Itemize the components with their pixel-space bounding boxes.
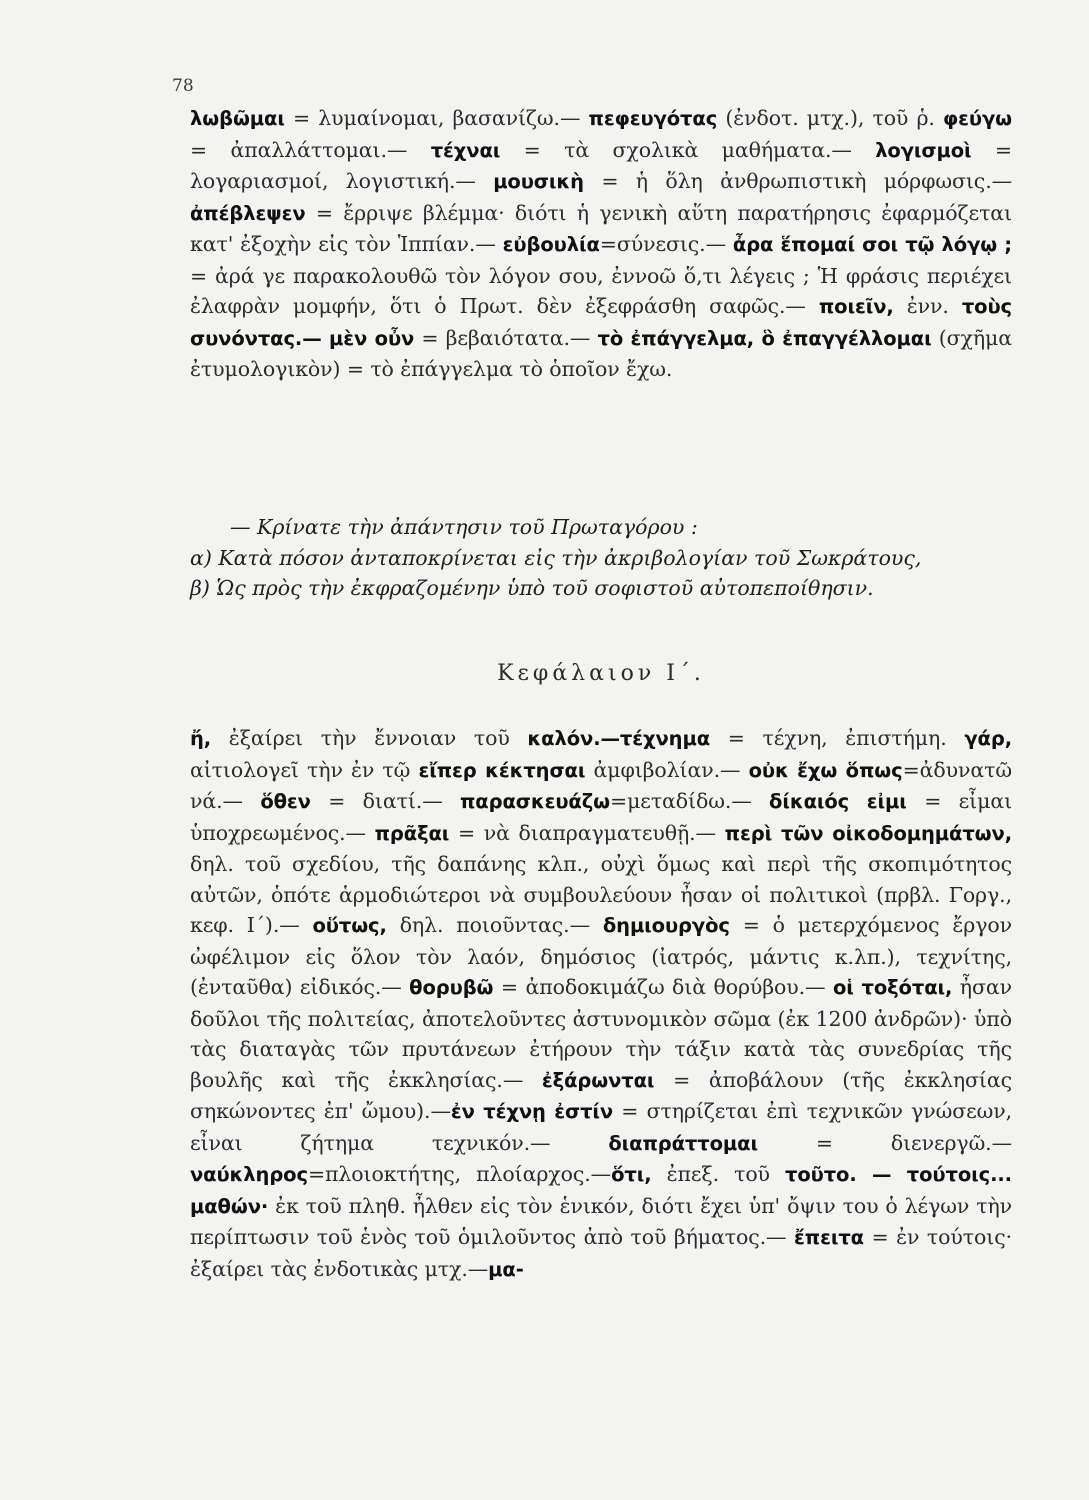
glossary-term: ὅτι, [611, 1163, 652, 1186]
glossary-definition: ἦσαν δοῦλοι τῆς πολιτείας, ἀποτελοῦντες ἀστυνομικὸν σῶμα (ἐκ 1200 ἀνδρῶν)· ὑπὸ τὰς διαταγὰς τῶν πρυτάνεων ἐτήρουν τὴν τάξιν κατὰ τὰς συνεδρίας τῆς βουλῆς καὶ τῆς ἐκκλησίας.— [190, 975, 1012, 1092]
glossary-term: φεύγω [942, 107, 1012, 130]
glossary-definition: = διατί.— [310, 789, 460, 813]
question-b: β) Ὡς πρὸς τὴν ἐκφραζομένην ὑπὸ τοῦ σοφιστοῦ αὐτοπεποίθησιν. [190, 576, 874, 600]
glossary-definition: = ἀποβάλουν (τῆς ἐκκλησίας σηκώνοντες ἐπ' ὤμου).— [190, 1067, 1012, 1123]
glossary-definition: = λογαριασμοί, λογιστική.— [190, 137, 1013, 193]
glossary-definition: αἰτιολογεῖ τὴν ἐν τῷ [190, 757, 419, 782]
glossary-term: καλόν.—τέχνημα [527, 727, 710, 750]
glossary-term: παρασκευάζω [459, 790, 610, 813]
glossary-definition: = εἶμαι ὑποχρεωμένος.— [190, 789, 1013, 845]
glossary-term: ἐν τέχνῃ ἐστίν [450, 1100, 614, 1123]
glossary-definition: = ἐν τούτοις· ἐξαίρει τὰς ἐνδοτικὰς μτχ.— [190, 1225, 1012, 1281]
glossary-definition: = ἔρριψε βλέμμα· διότι ἡ γενικὴ αὕτη παρατήρησις ἐφαρμόζεται κατ' ἐξοχὴν εἰς τὸν Ἱππίαν.— [190, 200, 1012, 256]
glossary-term: εἴπερ κέκτησαι [418, 758, 586, 782]
glossary-term: γάρ, [964, 727, 1013, 750]
glossary-term: μα- [488, 1257, 524, 1281]
chapter-heading: Κεφάλαιον Ι΄. [497, 661, 705, 686]
glossary-term: ἆρα ἕπομαί σοι τῷ λόγῳ ; [732, 233, 1012, 256]
glossary-term: πεφευγότας [588, 107, 718, 130]
glossary-term: τοῦτο. — τούτοις... μαθών· [190, 1163, 1012, 1218]
glossary-definition: δηλ. ποιοῦντας.— [386, 913, 603, 937]
glossary-term: οὐκ ἔχω ὅπως [748, 758, 903, 782]
glossary-term: μουσικὴ [493, 170, 584, 193]
glossary-term: διαπράττομαι [608, 1131, 758, 1155]
glossary-definition: (σχῆμα ἐτυμολογικὸν) = τὸ ἐπάγγελμα τὸ ὁποῖον ἔχω. [190, 325, 1012, 381]
glossary-term: ἐξάρωνται [541, 1068, 655, 1092]
glossary-term: ποιεῖν, [818, 295, 894, 318]
glossary-definition: = στηρίζεται ἐπὶ τεχνικῶν γνώσεων, εἶναι ζήτημα τεχνικόν.— [190, 1099, 1012, 1155]
glossary-paragraph-2 [190, 723, 1012, 1285]
glossary-term: ἤ, [190, 727, 212, 750]
glossary-definition: ἐκ τοῦ πληθ. ἦλθεν εἰς τὸν ἑνικόν, διότι ἔχει ὑπ' ὄψιν του ὁ λέγων τὴν περίπτωσιν τοῦ ἑνὸς τοῦ ὁμιλοῦντος ἀπὸ τοῦ βήματος.— [190, 1193, 1012, 1249]
glossary-paragraph-1 [190, 103, 1012, 385]
glossary-term: εὐβουλία [502, 233, 600, 256]
glossary-definition: =ἀδυνατῶ νά.— [190, 757, 1012, 813]
glossary-term: ἀπέβλεψεν [190, 201, 306, 225]
glossary-definition: = ὁ μετερχόμενος ἔργον ὠφέλιμον εἰς ὅλον τὸν λαόν, δημόσιος (ἰατρός, μάντις κ.λπ.), τεχνίτης, (ἐνταῦθα) εἰδικός.— [190, 913, 1012, 999]
glossary-definition: = διενεργῶ.— [757, 1130, 1012, 1155]
glossary-definition: = τέχνη, ἐπιστήμη. [710, 726, 965, 750]
exercise-questions [190, 512, 1012, 604]
glossary-definition: (ἐνδοτ. μτχ.), τοῦ ῥ. [717, 106, 943, 130]
glossary-definition: ἀμφιβολίαν.— [585, 757, 749, 782]
glossary-definition: δηλ. τοῦ σχεδίου, τῆς δαπάνης κλπ., οὐχὶ ὅμως καὶ περὶ τῆς σκοπιμότητος αὐτῶν, ὁπότε ἁρμοδιώτεροι νὰ συμβουλεύουν ἦσαν οἱ πολιτικοὶ (πρβλ. Γοργ., κεφ. Ι΄).— [190, 852, 1012, 937]
glossary-term: τέχναι [430, 138, 501, 162]
glossary-definition: = τὰ σχολικὰ μαθήματα.— [500, 137, 876, 162]
glossary-term: οἱ τοξόται, [832, 976, 953, 999]
glossary-term: λωβῶμαι [190, 107, 285, 130]
glossary-definition: = βεβαιότατα.— [414, 325, 598, 350]
glossary-term: δημιουργὸς [602, 914, 730, 937]
page-number: 78 [172, 76, 194, 96]
glossary-term: πρᾶξαι [374, 821, 450, 845]
glossary-term: θορυβῶ [409, 976, 494, 999]
glossary-definition: ἐνν. [893, 294, 962, 318]
glossary-term: τοὺς συνόντας.— μὲν οὖν [190, 295, 1012, 350]
glossary-definition: ἐπεξ. τοῦ [651, 1162, 785, 1186]
glossary-term: οὕτως, [312, 914, 387, 937]
glossary-definition: = ἀπαλλάττομαι.— [190, 137, 431, 162]
glossary-definition: =μεταδίδω.— [610, 789, 770, 813]
glossary-definition: ἐξαίρει τὴν ἔννοιαν τοῦ [211, 726, 528, 750]
glossary-term: λογισμοὶ [875, 138, 972, 162]
question-a: α) Κατὰ πόσον ἀνταποκρίνεται εἰς τὴν ἀκριβολογίαν τοῦ Σωκράτους, [190, 545, 922, 570]
glossary-definition: = λυμαίνομαι, βασανίζω.— [284, 106, 589, 130]
glossary-definition: = ἀποδοκιμάζω διὰ θορύβου.— [493, 975, 833, 999]
glossary-term: περὶ τῶν οἰκοδομημάτων, [724, 821, 1013, 845]
glossary-definition: =σύνεσις.— [599, 232, 733, 256]
glossary-definition: = νὰ διαπραγματευθῇ.— [449, 820, 725, 845]
glossary-term: ναύκληρος [190, 1163, 308, 1186]
glossary-term: ὅθεν [260, 790, 311, 813]
glossary-term: δίκαιός εἰμι [769, 790, 907, 813]
glossary-definition: = ἀρά γε παρακολουθῶ τὸν λόγον σου, ἐννοῶ ὅ,τι λέγεις ; Ἡ φράσις περιέχει ἐλαφρὰν μομφήν, ὅτι ὁ Πρωτ. δὲν ἐξεφράσθη σαφῶς.— [190, 263, 1012, 318]
glossary-term: ἔπειτα [794, 1226, 864, 1249]
glossary-definition: = ἡ ὅλη ἀνθρωπιστικὴ μόρφωσις.— [583, 169, 1013, 193]
question-intro: — Κρίνατε τὴν ἀπάντησιν τοῦ Πρωταγόρου : [230, 515, 698, 539]
glossary-definition: =πλοιοκτήτης, πλοίαρχος.— [307, 1162, 612, 1186]
glossary-term: τὸ ἐπάγγελμα, ὃ ἐπαγγέλλομαι [597, 326, 932, 350]
